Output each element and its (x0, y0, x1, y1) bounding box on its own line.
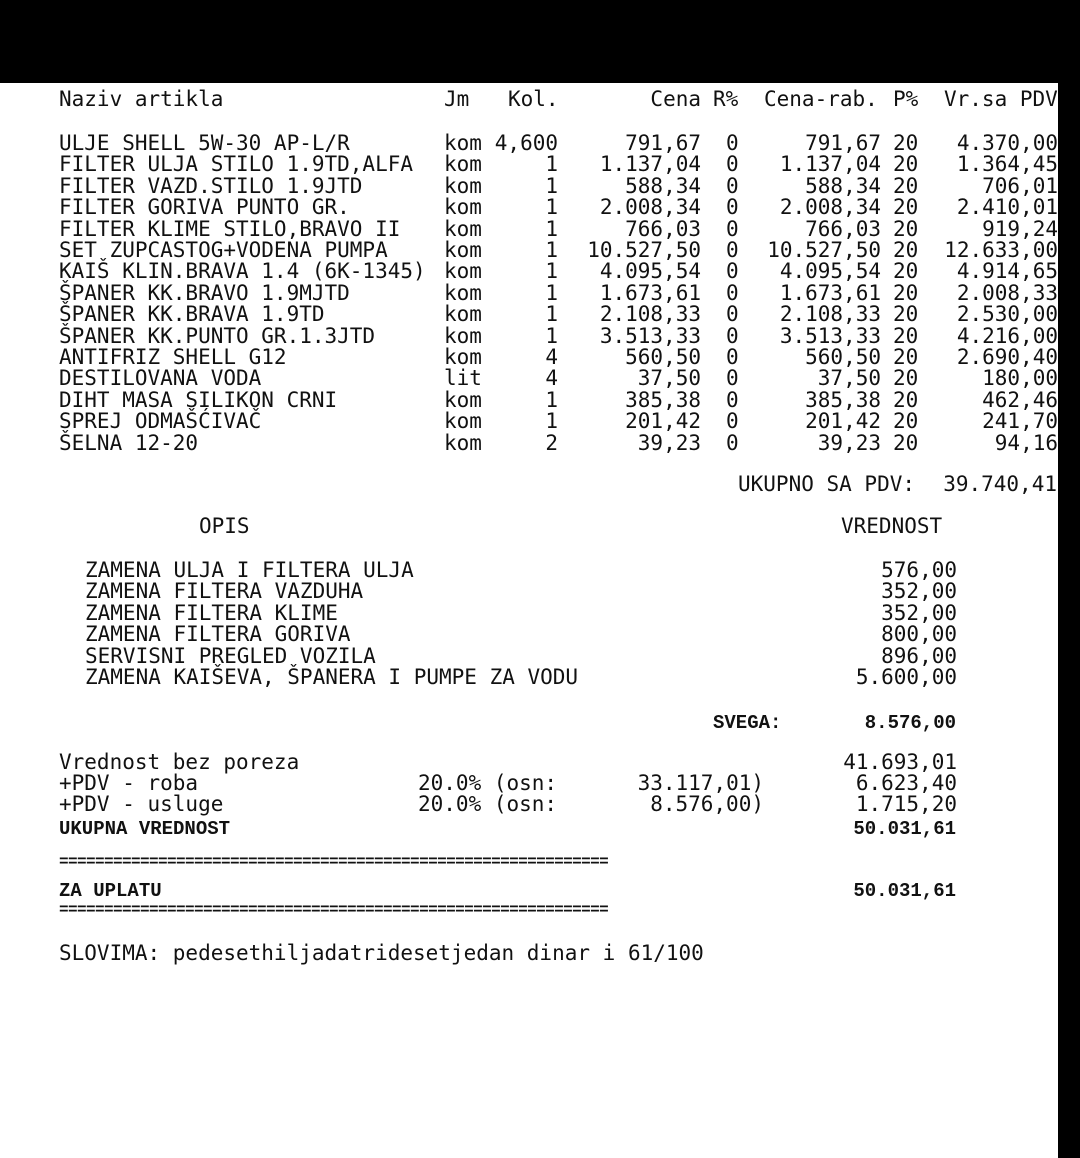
item-vr: 4.914,65 (956, 259, 1058, 284)
service-vrednost: 896,00 (881, 643, 957, 668)
item-cena: 3.513,33 (599, 323, 701, 348)
item-cena-rab: 766,03 (805, 216, 881, 241)
service-vrednost: 800,00 (881, 622, 957, 647)
col-p-header: P% (893, 87, 919, 111)
item-vr: 2.008,33 (956, 280, 1058, 305)
items-table-header (0, 89, 1058, 110)
item-cena-rab: 37,50 (817, 366, 881, 391)
item-r: 0 (726, 152, 739, 177)
item-r: 0 (726, 195, 739, 220)
item-cena: 4.095,54 (599, 259, 701, 284)
item-row (0, 304, 1058, 325)
col-cena-rab-header: Cena-rab. (764, 87, 878, 111)
item-cena-rab: 39,23 (817, 430, 881, 455)
item-vr: 12.633,00 (944, 238, 1058, 262)
item-jm: kom (444, 345, 482, 369)
item-row (0, 430, 1058, 455)
item-p: 20 (893, 323, 919, 348)
item-cena: 385,38 (625, 387, 701, 412)
pdv-usluge-value: 1.715,20 (855, 792, 957, 816)
item-vr: 706,01 (982, 173, 1058, 198)
opis-header: OPIS (199, 514, 250, 538)
item-p: 20 (893, 366, 919, 391)
col-kol-header: Kol. (508, 87, 559, 111)
svega-value: 8.576,00 (864, 712, 956, 734)
item-p: 20 (893, 152, 919, 177)
item-vr: 2.690,40 (956, 345, 1058, 369)
item-naziv: DIHT MASA SILIKON CRNI (59, 387, 338, 412)
item-r: 0 (726, 323, 739, 348)
item-vr: 4.216,00 (956, 323, 1058, 348)
item-cena: 2.008,34 (599, 195, 701, 220)
item-kol: 1 (545, 387, 558, 412)
item-kol: 1 (545, 280, 558, 305)
item-r: 0 (726, 173, 739, 198)
item-jm: kom (444, 280, 482, 305)
item-r: 0 (726, 216, 739, 241)
item-r: 0 (726, 366, 739, 391)
item-cena-rab: 1.673,61 (779, 280, 881, 305)
slovima-text: SLOVIMA: pedesethiljadatridesetjedan dinar i 61/100 (59, 941, 704, 965)
item-cena-rab: 2.108,33 (779, 302, 881, 327)
service-opis: ZAMENA FILTERA GORIVA (85, 622, 351, 647)
item-vr: 180,00 (982, 366, 1058, 391)
col-r-header: R% (713, 87, 739, 111)
item-naziv: ANTIFRIZ SHELL G12 (59, 345, 287, 369)
pdv-roba-base: 33.117,01) (637, 771, 764, 795)
item-naziv: ŠELNA 12-20 (59, 430, 199, 455)
item-p: 20 (893, 131, 919, 155)
service-vrednost: 352,00 (881, 579, 957, 604)
service-opis: SERVISNI PREGLED VOZILA (85, 643, 376, 668)
ukupno-sa-pdv-value: 39.740,41 (943, 472, 1057, 496)
service-vrednost: 5.600,00 (855, 665, 957, 689)
item-jm: kom (444, 173, 482, 198)
item-jm: kom (444, 238, 482, 262)
item-cena: 766,03 (625, 216, 701, 241)
item-jm: kom (444, 195, 482, 220)
ukupna-vrednost-value: 50.031,61 (853, 818, 956, 840)
bez-poreza-value: 41.693,01 (843, 750, 957, 774)
item-row (0, 280, 1058, 305)
item-vr: 94,16 (994, 430, 1058, 455)
item-vr: 462,46 (982, 387, 1058, 412)
item-vr: 2.410,01 (956, 195, 1058, 220)
item-p: 20 (893, 302, 919, 327)
item-kol: 4,600 (494, 131, 558, 155)
pdv-roba-value: 6.623,40 (855, 771, 957, 795)
item-kol: 1 (545, 302, 558, 327)
item-cena-rab: 4.095,54 (779, 259, 881, 284)
bez-poreza-label: Vrednost bez poreza (59, 750, 300, 774)
item-cena-rab: 560,50 (805, 345, 881, 369)
item-naziv: ULJE SHELL 5W-30 AP-L/R (59, 131, 350, 155)
za-uplatu-label: ZA UPLATU (59, 880, 162, 902)
item-cena: 39,23 (637, 430, 701, 455)
col-vr-header: Vr.sa PDV (944, 87, 1058, 111)
item-cena-rab: 3.513,33 (779, 323, 881, 348)
item-row (0, 347, 1058, 368)
item-naziv: FILTER ULJA STILO 1.9TD,ALFA (59, 152, 414, 177)
item-naziv: SET ZUPCASTOG+VODENA PUMPA (59, 238, 388, 262)
item-jm: kom (444, 259, 482, 284)
item-cena: 1.673,61 (599, 280, 701, 305)
item-kol: 1 (545, 259, 558, 284)
item-row (0, 133, 1058, 154)
service-vrednost: 576,00 (881, 558, 957, 582)
col-cena-header: Cena (650, 87, 701, 111)
item-kol: 1 (545, 323, 558, 348)
item-cena-rab: 588,34 (805, 173, 881, 198)
separator-top: ============================================================= (59, 853, 609, 871)
item-kol: 1 (545, 409, 558, 434)
item-vr: 919,24 (982, 216, 1058, 241)
service-opis: ZAMENA FILTERA KLIME (85, 600, 338, 625)
item-naziv: DESTILOVANA VODA (59, 366, 262, 391)
item-cena: 2.108,33 (599, 302, 701, 327)
item-p: 20 (893, 345, 919, 369)
item-kol: 1 (545, 195, 558, 220)
item-cena: 588,34 (625, 173, 701, 198)
item-naziv: FILTER KLIME STILO,BRAVO II (59, 216, 401, 241)
item-naziv: SPREJ ODMAŠĆIVAČ (59, 409, 262, 434)
item-naziv: FILTER GORIVA PUNTO GR. (59, 195, 350, 220)
item-jm: kom (444, 409, 482, 434)
item-naziv: FILTER VAZD.STILO 1.9JTD (59, 173, 363, 198)
svega-label: SVEGA: (713, 712, 782, 734)
item-cena-rab: 1.137,04 (779, 152, 881, 177)
col-jm-header: Jm (444, 87, 470, 111)
item-kol: 4 (545, 345, 558, 369)
item-row (0, 411, 1058, 432)
item-cena: 37,50 (637, 366, 701, 391)
item-r: 0 (726, 280, 739, 305)
pdv-roba-rate: 20.0% (osn: (418, 771, 558, 795)
item-row (0, 368, 1058, 389)
item-p: 20 (893, 280, 919, 305)
item-vr: 4.370,00 (956, 131, 1058, 155)
item-cena: 560,50 (625, 345, 701, 369)
pdv-usluge-rate: 20.0% (osn: (418, 792, 558, 816)
ukupno-sa-pdv-label: UKUPNO SA PDV: (738, 472, 916, 496)
col-naziv-header: Naziv artikla (59, 87, 224, 111)
item-p: 20 (893, 173, 919, 198)
item-jm: kom (444, 387, 482, 412)
item-vr: 1.364,45 (956, 152, 1058, 177)
item-row (0, 197, 1058, 218)
item-row (0, 154, 1058, 175)
item-p: 20 (893, 409, 919, 434)
item-p: 20 (893, 238, 919, 262)
separator-bottom: ============================================================= (59, 901, 609, 919)
item-jm: kom (444, 323, 482, 348)
service-opis: ZAMENA KAIŠEVA, ŠPANERA I PUMPE ZA VODU (85, 665, 579, 689)
item-kol: 1 (545, 238, 558, 262)
item-jm: kom (444, 430, 482, 455)
item-cena-rab: 791,67 (805, 131, 881, 155)
item-cena-rab: 2.008,34 (779, 195, 881, 220)
item-jm: lit (444, 366, 482, 391)
item-kol: 2 (545, 430, 558, 455)
ukupna-vrednost-label: UKUPNA VREDNOST (59, 818, 231, 840)
item-p: 20 (893, 216, 919, 241)
item-p: 20 (893, 195, 919, 220)
item-cena: 791,67 (625, 131, 701, 155)
item-cena-rab: 10.527,50 (767, 238, 881, 262)
item-r: 0 (726, 302, 739, 327)
item-r: 0 (726, 238, 739, 262)
item-row (0, 387, 1058, 412)
item-jm: kom (444, 131, 482, 155)
item-row (0, 216, 1058, 241)
item-r: 0 (726, 387, 739, 412)
item-r: 0 (726, 259, 739, 284)
pdv-usluge-label: +PDV - usluge (59, 792, 224, 816)
item-r: 0 (726, 409, 739, 434)
item-jm: kom (444, 152, 482, 177)
item-kol: 4 (545, 366, 558, 391)
pdv-roba-label: +PDV - roba (59, 771, 199, 795)
invoice-page (0, 83, 1058, 1158)
item-r: 0 (726, 345, 739, 369)
item-cena-rab: 385,38 (805, 387, 881, 412)
item-naziv: ŠPANER KK.BRAVA 1.9TD (59, 302, 325, 327)
item-r: 0 (726, 131, 739, 155)
item-naziv: ŠPANER KK.BRAVO 1.9MJTD (59, 280, 350, 305)
item-row (0, 173, 1058, 198)
service-opis: ZAMENA ULJA I FILTERA ULJA (85, 558, 414, 582)
za-uplatu-value: 50.031,61 (853, 880, 956, 902)
service-vrednost: 352,00 (881, 600, 957, 625)
item-kol: 1 (545, 152, 558, 177)
item-r: 0 (726, 430, 739, 455)
pdv-usluge-base: 8.576,00) (650, 792, 764, 816)
item-vr: 2.530,00 (956, 302, 1058, 327)
item-p: 20 (893, 259, 919, 284)
item-cena: 201,42 (625, 409, 701, 434)
item-row (0, 261, 1058, 282)
item-jm: kom (444, 216, 482, 241)
item-kol: 1 (545, 216, 558, 241)
vrednost-header: VREDNOST (841, 514, 943, 538)
item-cena-rab: 201,42 (805, 409, 881, 434)
item-kol: 1 (545, 173, 558, 198)
item-cena: 1.137,04 (599, 152, 701, 177)
item-cena: 10.527,50 (587, 238, 701, 262)
item-p: 20 (893, 387, 919, 412)
item-jm: kom (444, 302, 482, 327)
service-opis: ZAMENA FILTERA VAZDUHA (85, 579, 364, 604)
item-vr: 241,70 (982, 409, 1058, 434)
item-row (0, 323, 1058, 348)
item-p: 20 (893, 430, 919, 455)
item-naziv: KAIŠ KLIN.BRAVA 1.4 (6K-1345) (59, 259, 426, 284)
item-naziv: ŠPANER KK.PUNTO GR.1.3JTD (59, 323, 376, 348)
